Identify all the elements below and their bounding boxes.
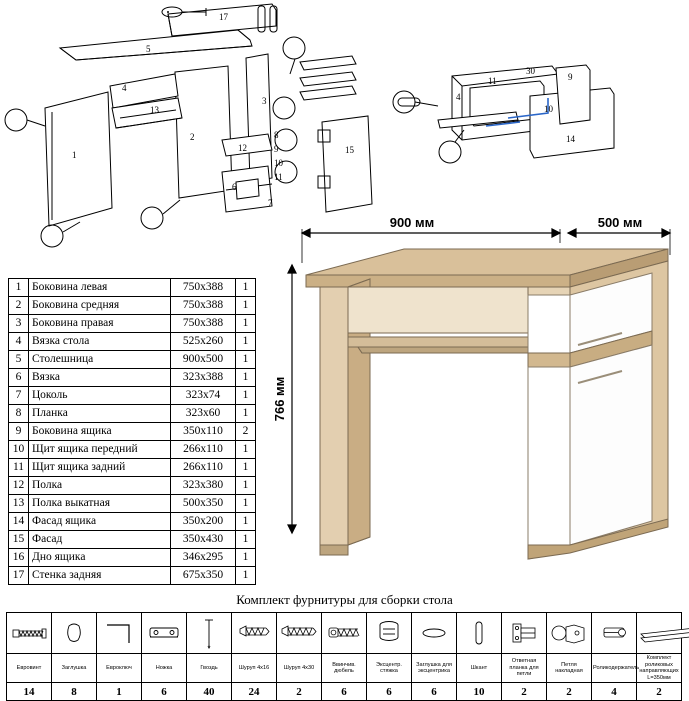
part-number: 1 (9, 279, 29, 297)
kit-cell-foot (142, 613, 187, 654)
part-dimension: 750х388 (171, 315, 236, 333)
part-quantity: 1 (236, 279, 256, 297)
kit-label-4: Гвоздь (187, 654, 232, 683)
kit-cell-hinge-plate (502, 613, 547, 654)
part-name: Боковина правая (29, 315, 171, 333)
kit-count-13: 4 (592, 683, 637, 701)
table-row (9, 531, 256, 549)
part-name: Полка выкатная (29, 495, 171, 513)
part-name: Щит ящика задний (29, 459, 171, 477)
svg-text:9: 9 (274, 144, 279, 154)
part-dimension: 500х350 (171, 495, 236, 513)
kit-label-11: Ответная планка для петли (502, 654, 547, 683)
kit-count-10: 10 (457, 683, 502, 701)
kit-count-5: 24 (232, 683, 277, 701)
part-quantity: 1 (236, 315, 256, 333)
kit-count-9: 6 (412, 683, 457, 701)
part-number: 13 (9, 495, 29, 513)
kit-cell-cap (52, 613, 97, 654)
table-row (9, 387, 256, 405)
kit-count-11: 2 (502, 683, 547, 701)
kit-count-4: 40 (187, 683, 232, 701)
kit-count-3: 6 (142, 683, 187, 701)
kit-cell-euro-key (97, 613, 142, 654)
table-row (9, 423, 256, 441)
height-dimension-label: 766 мм (272, 376, 287, 422)
kit-label-10: Шкант (457, 654, 502, 683)
svg-text:2: 2 (190, 132, 195, 142)
part-dimension: 350х110 (171, 423, 236, 441)
part-quantity: 1 (236, 477, 256, 495)
svg-text:10: 10 (544, 104, 553, 114)
part-name: Дно ящика (29, 549, 171, 567)
svg-text:11: 11 (488, 76, 497, 86)
svg-text:7: 7 (268, 198, 273, 208)
part-number: 8 (9, 405, 29, 423)
parts-list-body (9, 279, 256, 585)
part-name: Фасад ящика (29, 513, 171, 531)
part-dimension: 323х74 (171, 387, 236, 405)
kit-cell-eccentric-tie (367, 613, 412, 654)
part-dimension: 675х350 (171, 567, 236, 585)
part-dimension: 900х500 (171, 351, 236, 369)
kit-cell-screw-4x16 (232, 613, 277, 654)
kit-cell-slide-rails (637, 613, 682, 654)
svg-text:10: 10 (274, 158, 283, 168)
table-row (9, 315, 256, 333)
part-number: 3 (9, 315, 29, 333)
part-quantity: 1 (236, 567, 256, 585)
table-row (9, 567, 256, 585)
table-row (9, 459, 256, 477)
part-dimension: 525х260 (171, 333, 236, 351)
part-quantity: 1 (236, 495, 256, 513)
svg-text:1: 1 (72, 150, 77, 160)
part-quantity: 1 (236, 459, 256, 477)
hardware-label-row (7, 654, 682, 683)
part-number: 12 (9, 477, 29, 495)
kit-label-14: Комплект роликовых направляющих L=350мм (637, 654, 682, 683)
svg-text:17: 17 (219, 12, 228, 22)
kit-cell-screw-4x30 (277, 613, 322, 654)
part-dimension: 323х388 (171, 369, 236, 387)
part-dimension: 750х388 (171, 297, 236, 315)
hardware-kit-table (6, 612, 682, 701)
hardware-kit-title: Комплект фурнитуры для сборки стола (236, 592, 453, 607)
kit-count-12: 2 (547, 683, 592, 701)
table-row (9, 477, 256, 495)
part-dimension: 266х110 (171, 459, 236, 477)
part-number: 6 (9, 369, 29, 387)
part-number: 9 (9, 423, 29, 441)
table-row (9, 279, 256, 297)
svg-text:12: 12 (238, 143, 247, 153)
part-quantity: 1 (236, 333, 256, 351)
part-name: Полка (29, 477, 171, 495)
part-name: Вязка (29, 369, 171, 387)
svg-text:4: 4 (456, 92, 461, 102)
table-row (9, 351, 256, 369)
table-row (9, 513, 256, 531)
kit-cell-nail (187, 613, 232, 654)
kit-count-1: 8 (52, 683, 97, 701)
hardware-icon-row (7, 613, 682, 654)
part-quantity: 1 (236, 531, 256, 549)
kit-count-8: 6 (367, 683, 412, 701)
kit-cell-euro-screw (7, 613, 52, 654)
kit-label-12: Петля накладная (547, 654, 592, 683)
svg-text:6: 6 (232, 182, 237, 192)
kit-label-5: Шуруп 4х16 (232, 654, 277, 683)
kit-label-9: Заглушка для эксцентрика (412, 654, 457, 683)
kit-label-7: Ввинчив. дюбель (322, 654, 367, 683)
part-name: Стенка задняя (29, 567, 171, 585)
part-quantity: 1 (236, 513, 256, 531)
part-dimension: 323х380 (171, 477, 236, 495)
svg-text:8: 8 (274, 130, 279, 140)
part-number: 14 (9, 513, 29, 531)
width-dimension-label: 900 мм (389, 215, 435, 230)
svg-text:30: 30 (526, 66, 535, 76)
kit-count-0: 14 (7, 683, 52, 701)
table-row (9, 495, 256, 513)
part-number: 7 (9, 387, 29, 405)
kit-label-8: Эксцентр. стяжка (367, 654, 412, 683)
part-number: 5 (9, 351, 29, 369)
part-quantity: 1 (236, 351, 256, 369)
kit-label-3: Ножка (142, 654, 187, 683)
table-row (9, 441, 256, 459)
part-dimension: 750х388 (171, 279, 236, 297)
svg-text:13: 13 (150, 105, 159, 115)
kit-count-2: 1 (97, 683, 142, 701)
table-row (9, 297, 256, 315)
hardware-count-row (7, 683, 682, 701)
part-dimension: 323х60 (171, 405, 236, 423)
part-number: 16 (9, 549, 29, 567)
part-dimension: 350х430 (171, 531, 236, 549)
svg-text:5: 5 (146, 44, 151, 54)
part-dimension: 350х200 (171, 513, 236, 531)
part-name: Планка (29, 405, 171, 423)
part-quantity: 1 (236, 297, 256, 315)
part-quantity: 1 (236, 441, 256, 459)
kit-count-6: 2 (277, 683, 322, 701)
part-number: 17 (9, 567, 29, 585)
kit-count-7: 6 (322, 683, 367, 701)
svg-text:3: 3 (262, 96, 267, 106)
table-row (9, 333, 256, 351)
table-row (9, 549, 256, 567)
parts-list-table (8, 278, 256, 585)
svg-text:15: 15 (345, 145, 354, 155)
part-name: Щит ящика передний (29, 441, 171, 459)
part-number: 15 (9, 531, 29, 549)
kit-cell-eccentric-cap (412, 613, 457, 654)
part-quantity: 1 (236, 369, 256, 387)
kit-cell-hinge (547, 613, 592, 654)
kit-label-13: Роликодержатель (592, 654, 637, 683)
kit-cell-dowel (457, 613, 502, 654)
kit-count-14: 2 (637, 683, 682, 701)
depth-dimension-label: 500 мм (597, 215, 643, 230)
part-name: Боковина средняя (29, 297, 171, 315)
part-number: 4 (9, 333, 29, 351)
part-quantity: 2 (236, 423, 256, 441)
part-number: 11 (9, 459, 29, 477)
kit-label-0: Евровинт (7, 654, 52, 683)
part-number: 10 (9, 441, 29, 459)
svg-text:4: 4 (122, 83, 127, 93)
assembled-desk-drawing (270, 215, 685, 565)
part-name: Фасад (29, 531, 171, 549)
part-dimension: 266х110 (171, 441, 236, 459)
part-name: Боковина левая (29, 279, 171, 297)
part-number: 2 (9, 297, 29, 315)
part-quantity: 1 (236, 405, 256, 423)
kit-cell-screw-in-dowel (322, 613, 367, 654)
part-dimension: 346х295 (171, 549, 236, 567)
kit-label-6: Шуруп 4х30 (277, 654, 322, 683)
kit-label-1: Заглушка (52, 654, 97, 683)
part-quantity: 1 (236, 387, 256, 405)
kit-cell-roller-holder (592, 613, 637, 654)
svg-text:9: 9 (568, 72, 573, 82)
part-quantity: 1 (236, 549, 256, 567)
part-name: Вязка стола (29, 333, 171, 351)
kit-label-2: Евроключ (97, 654, 142, 683)
part-name: Столешница (29, 351, 171, 369)
exploded-assembly-diagram (0, 0, 689, 250)
table-row (9, 369, 256, 387)
part-name: Боковина ящика (29, 423, 171, 441)
svg-text:11: 11 (274, 172, 283, 182)
table-row (9, 405, 256, 423)
part-name: Цоколь (29, 387, 171, 405)
svg-text:14: 14 (566, 134, 575, 144)
